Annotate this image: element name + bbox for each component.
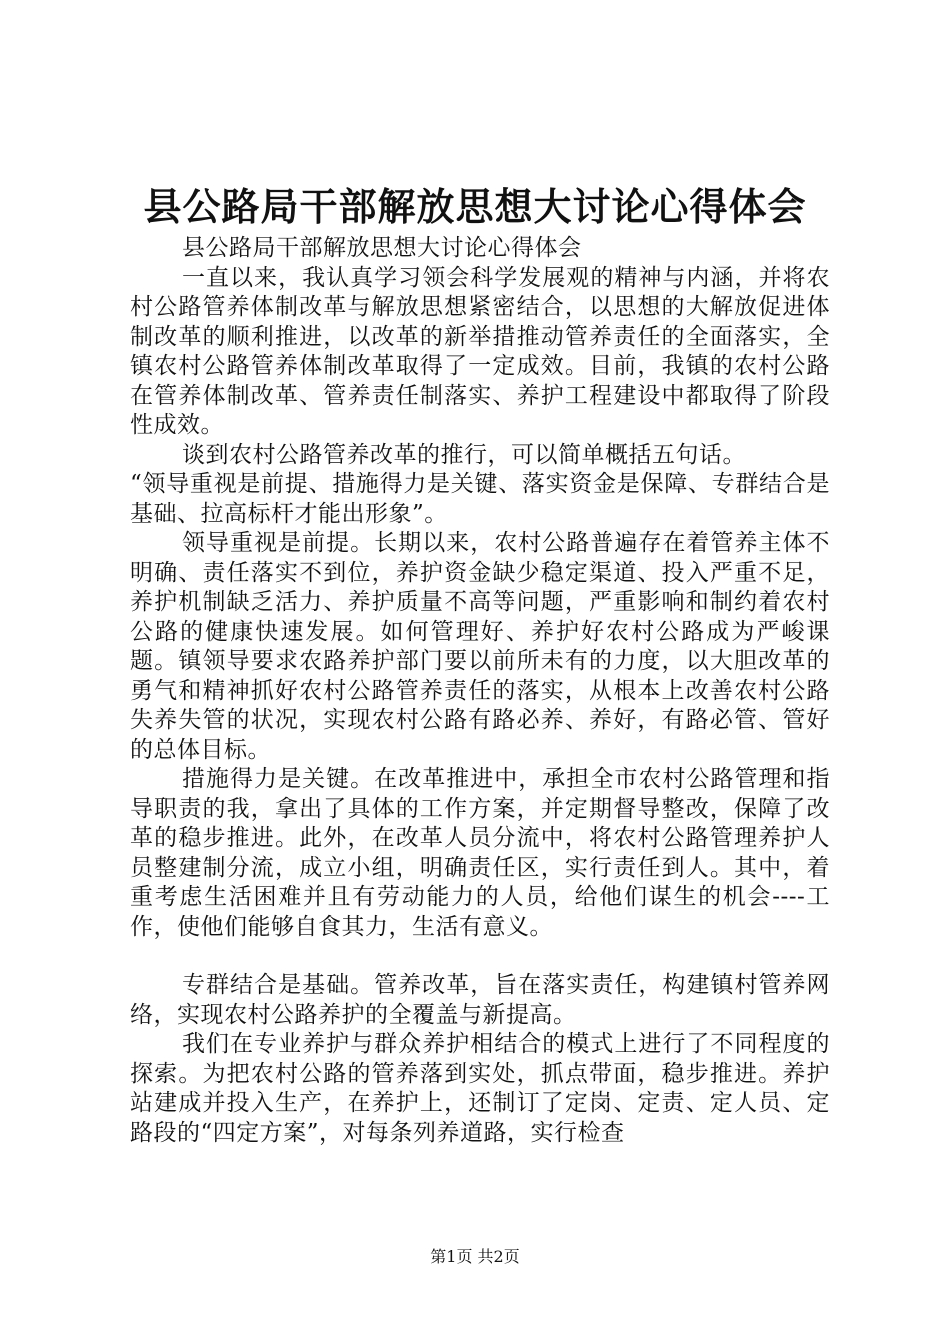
paragraph-quote: “领导重视是前提、措施得力是关键、落实资金是保障、专群结合是基础、拉高标杆才能出形象”。 [130, 471, 830, 527]
page-footer: 第1页 共2页 [430, 1247, 520, 1266]
document-title: 县公路局干部解放思想大讨论心得体会 [143, 184, 807, 229]
paragraph-summary: 谈到农村公路管养改革的推行，可以简单概括五句话。 [182, 441, 746, 468]
paragraph-exploration: 我们在专业养护与群众养护相结合的模式上进行了不同程度的探索。为把农村公路的管养落到实处，抓点带面，稳步推进。养护站建成并投入生产，在养护上，还制订了定岗、定责、定人员、定路段的“四定方案”，对每条列养道路，实行检查 [130, 1031, 830, 1146]
paragraph-leadership: 领导重视是前提。长期以来，农村公路普遍存在着管养主体不明确、责任落实不到位，养护资金缺少稳定渠道、投入严重不足，养护机制缺乏活力、养护质量不高等问题，严重影响和制约着农村公路的健康快速发展。如何管理好、养护好农村公路成为严峻课题。镇领导要求农路养护部门要以前所未有的力度，以大胆改革的勇气和精神抓好农村公路管养责任的落实，从根本上改善农村公路失养失管的状况，实现农村公路有路必养、养好，有路必管、管好的总体目标。 [130, 530, 830, 763]
document-body [130, 234, 830, 1148]
paragraph-subtitle: 县公路局干部解放思想大讨论心得体会 [182, 235, 582, 261]
paragraph-measures: 措施得力是关键。在改革推进中，承担全市农村公路管理和指导职责的我，拿出了具体的工作方案，并定期督导整改，保障了改革的稳步推进。此外，在改革人员分流中，将农村公路管理养护人员整建制分流，成立小组，明确责任区，实行责任到人。其中，着重考虑生活困难并且有劳动能力的人员，给他们谋生的机会----工作，使他们能够自食其力，生活有意义。 [130, 766, 830, 940]
paragraph-cooperation: 专群结合是基础。管养改革，旨在落实责任，构建镇村管养网络，实现农村公路养护的全覆盖与新提高。 [130, 972, 830, 1028]
paragraph-intro: 一直以来，我认真学习领会科学发展观的精神与内涵，并将农村公路管养体制改革与解放思想紧密结合，以思想的大解放促进体制改革的顺利推进，以改革的新举措推动管养责任的全面落实，全镇农村公路管养体制改革取得了一定成效。目前，我镇的农村公路在管养体制改革、管养责任制落实、养护工程建设中都取得了阶段性成效。 [130, 264, 830, 438]
paragraph-spacer [130, 942, 830, 971]
